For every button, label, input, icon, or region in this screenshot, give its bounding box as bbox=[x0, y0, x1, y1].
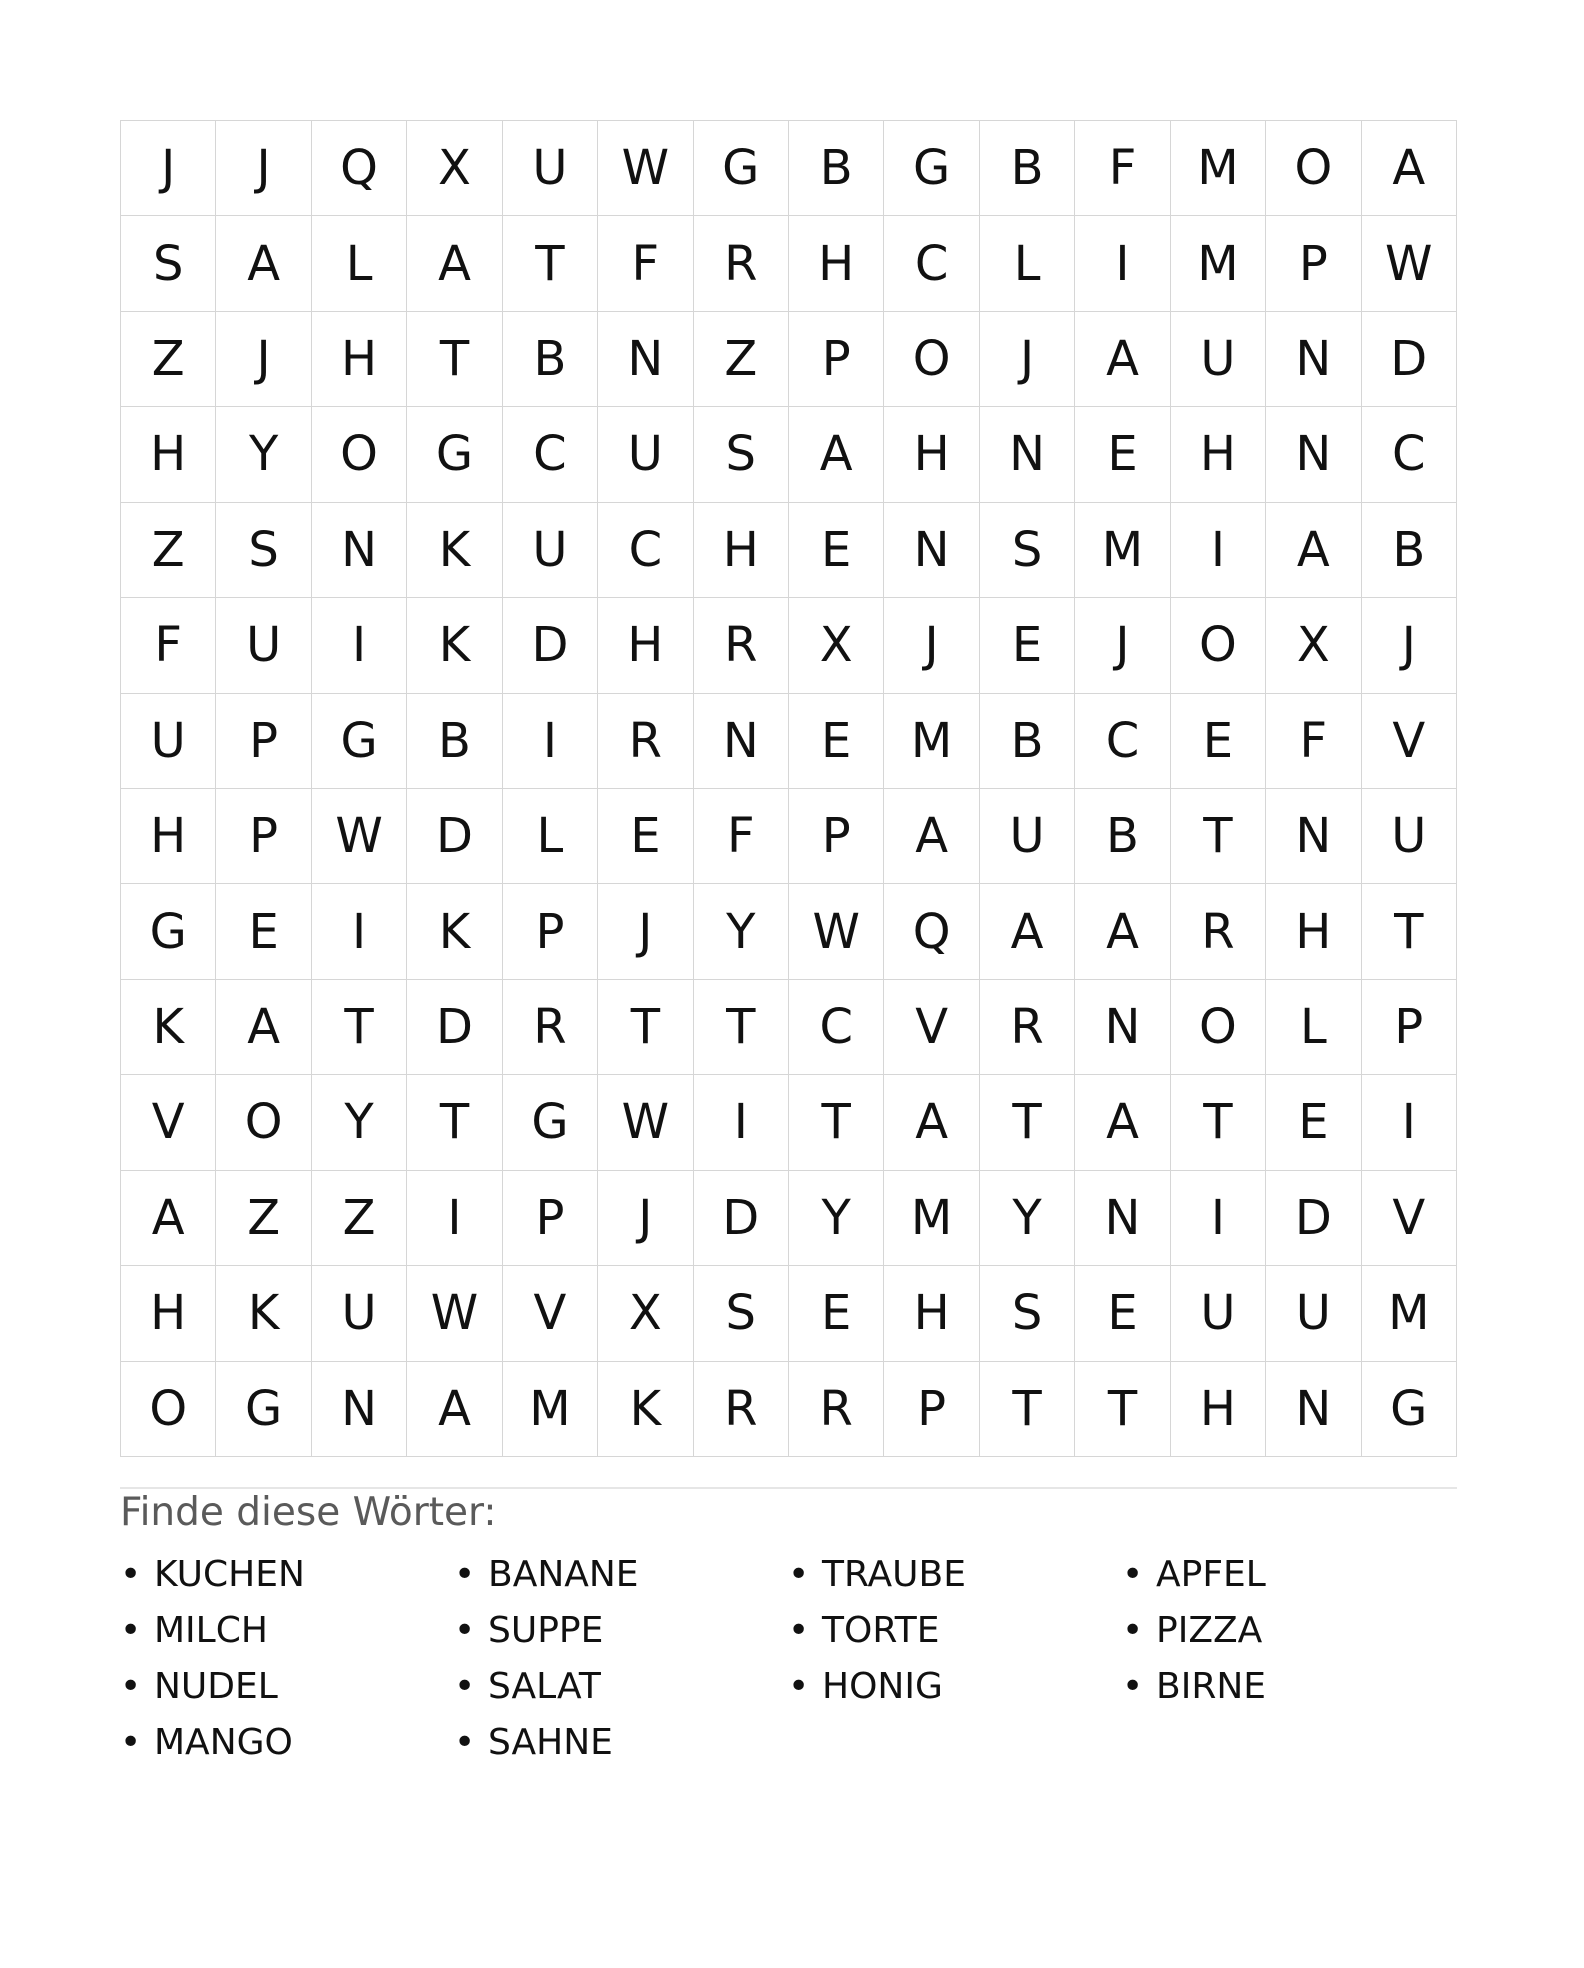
grid-cell[interactable]: P bbox=[789, 312, 884, 407]
grid-cell[interactable]: Y bbox=[216, 407, 311, 502]
grid-cell[interactable]: P bbox=[216, 789, 311, 884]
grid-cell[interactable]: B bbox=[980, 694, 1075, 789]
grid-cell[interactable]: M bbox=[503, 1362, 598, 1457]
grid-cell[interactable]: E bbox=[1266, 1075, 1361, 1170]
grid-cell[interactable]: A bbox=[216, 216, 311, 311]
grid-cell[interactable]: H bbox=[884, 1266, 979, 1361]
grid-cell[interactable]: F bbox=[598, 216, 693, 311]
grid-cell[interactable]: T bbox=[694, 980, 789, 1075]
grid-cell[interactable]: K bbox=[407, 884, 502, 979]
grid-cell[interactable]: A bbox=[407, 1362, 502, 1457]
grid-cell[interactable]: S bbox=[216, 503, 311, 598]
grid-cell[interactable]: A bbox=[1075, 1075, 1170, 1170]
grid-cell[interactable]: J bbox=[980, 312, 1075, 407]
grid-cell[interactable]: G bbox=[503, 1075, 598, 1170]
grid-cell[interactable]: B bbox=[503, 312, 598, 407]
grid-cell[interactable]: P bbox=[503, 1171, 598, 1266]
grid-cell[interactable]: O bbox=[1171, 598, 1266, 693]
grid-cell[interactable]: Y bbox=[789, 1171, 884, 1266]
grid-cell[interactable]: N bbox=[312, 503, 407, 598]
grid-cell[interactable]: O bbox=[1266, 121, 1361, 216]
grid-cell[interactable]: J bbox=[121, 121, 216, 216]
grid-cell[interactable]: H bbox=[789, 216, 884, 311]
grid-cell[interactable]: R bbox=[598, 694, 693, 789]
grid-cell[interactable]: P bbox=[884, 1362, 979, 1457]
grid-cell[interactable]: U bbox=[1171, 1266, 1266, 1361]
word-label: APFEL bbox=[1156, 1553, 1266, 1595]
word-list bbox=[120, 1546, 1457, 1770]
grid-cell[interactable]: K bbox=[407, 503, 502, 598]
grid-cell[interactable]: W bbox=[598, 1075, 693, 1170]
grid-cell[interactable]: G bbox=[1362, 1362, 1457, 1457]
grid-cell[interactable]: M bbox=[1075, 503, 1170, 598]
grid-cell[interactable]: K bbox=[121, 980, 216, 1075]
grid-cell[interactable]: U bbox=[1171, 312, 1266, 407]
grid-cell[interactable]: R bbox=[694, 598, 789, 693]
grid-cell[interactable]: Z bbox=[216, 1171, 311, 1266]
grid-cell[interactable]: N bbox=[1266, 1362, 1361, 1457]
grid-cell[interactable]: N bbox=[980, 407, 1075, 502]
grid-cell[interactable]: P bbox=[789, 789, 884, 884]
grid-cell[interactable]: B bbox=[1362, 503, 1457, 598]
word-label: SUPPE bbox=[488, 1609, 604, 1651]
word-list-item bbox=[120, 1714, 454, 1770]
grid-cell[interactable]: R bbox=[1171, 884, 1266, 979]
grid-cell[interactable]: I bbox=[1362, 1075, 1457, 1170]
grid-cell[interactable]: U bbox=[503, 503, 598, 598]
word-label: KUCHEN bbox=[154, 1553, 305, 1595]
puzzle-grid bbox=[120, 120, 1457, 1457]
grid-cell[interactable]: N bbox=[1266, 312, 1361, 407]
grid-cell[interactable]: L bbox=[980, 216, 1075, 311]
grid-cell[interactable]: B bbox=[789, 121, 884, 216]
grid-cell[interactable]: H bbox=[1171, 407, 1266, 502]
grid-cell[interactable]: N bbox=[1075, 980, 1170, 1075]
grid-cell[interactable]: V bbox=[1362, 694, 1457, 789]
grid-cell[interactable]: W bbox=[1362, 216, 1457, 311]
grid-cell[interactable]: I bbox=[1171, 503, 1266, 598]
grid-cell[interactable]: Y bbox=[312, 1075, 407, 1170]
grid-cell[interactable]: E bbox=[1075, 407, 1170, 502]
grid-cell[interactable]: S bbox=[980, 503, 1075, 598]
grid-cell[interactable]: G bbox=[694, 121, 789, 216]
bullet-icon: • bbox=[120, 1553, 142, 1595]
grid-cell[interactable]: E bbox=[598, 789, 693, 884]
grid-cell[interactable]: A bbox=[1362, 121, 1457, 216]
grid-cell[interactable]: R bbox=[503, 980, 598, 1075]
grid-cell[interactable]: J bbox=[216, 312, 311, 407]
grid-cell[interactable]: B bbox=[407, 694, 502, 789]
grid-cell[interactable]: C bbox=[789, 980, 884, 1075]
word-list-item bbox=[788, 1546, 1122, 1602]
grid-cell[interactable]: T bbox=[1171, 1075, 1266, 1170]
grid-cell[interactable]: H bbox=[121, 407, 216, 502]
word-list-item bbox=[1122, 1546, 1456, 1602]
grid-cell[interactable]: N bbox=[1266, 407, 1361, 502]
grid-cell[interactable]: K bbox=[598, 1362, 693, 1457]
grid-cell[interactable]: F bbox=[1075, 121, 1170, 216]
grid-cell[interactable]: S bbox=[694, 1266, 789, 1361]
grid-cell[interactable]: T bbox=[1362, 884, 1457, 979]
word-list-item bbox=[1122, 1658, 1456, 1714]
grid-cell[interactable]: P bbox=[1362, 980, 1457, 1075]
bullet-icon: • bbox=[454, 1609, 476, 1651]
grid-cell[interactable]: T bbox=[1171, 789, 1266, 884]
word-label: PIZZA bbox=[1156, 1609, 1263, 1651]
bullet-icon: • bbox=[454, 1553, 476, 1595]
grid-cell[interactable]: U bbox=[1266, 1266, 1361, 1361]
divider bbox=[120, 1487, 1457, 1489]
grid-cell[interactable]: C bbox=[1075, 694, 1170, 789]
grid-cell[interactable]: Q bbox=[312, 121, 407, 216]
grid-cell[interactable]: T bbox=[1075, 1362, 1170, 1457]
word-label: BANANE bbox=[488, 1553, 639, 1595]
word-list-item bbox=[788, 1658, 1122, 1714]
grid-cell[interactable]: W bbox=[789, 884, 884, 979]
grid-cell[interactable]: J bbox=[598, 1171, 693, 1266]
grid-cell[interactable]: P bbox=[503, 884, 598, 979]
grid-cell[interactable]: E bbox=[1171, 694, 1266, 789]
grid-cell[interactable]: T bbox=[789, 1075, 884, 1170]
bullet-icon: • bbox=[788, 1609, 810, 1651]
grid-cell[interactable]: E bbox=[789, 503, 884, 598]
grid-cell[interactable]: G bbox=[884, 121, 979, 216]
grid-cell[interactable]: L bbox=[1266, 980, 1361, 1075]
grid-cell[interactable]: D bbox=[407, 789, 502, 884]
grid-cell[interactable]: H bbox=[121, 789, 216, 884]
grid-cell[interactable]: J bbox=[216, 121, 311, 216]
grid-cell[interactable]: W bbox=[312, 789, 407, 884]
grid-cell[interactable]: V bbox=[503, 1266, 598, 1361]
bullet-icon: • bbox=[454, 1721, 476, 1763]
grid-cell[interactable]: H bbox=[598, 598, 693, 693]
grid-cell[interactable]: R bbox=[694, 1362, 789, 1457]
grid-cell[interactable]: T bbox=[980, 1075, 1075, 1170]
grid-cell[interactable]: C bbox=[1362, 407, 1457, 502]
bullet-icon: • bbox=[788, 1553, 810, 1595]
grid-cell[interactable]: T bbox=[598, 980, 693, 1075]
grid-cell[interactable]: R bbox=[694, 216, 789, 311]
grid-cell[interactable]: A bbox=[980, 884, 1075, 979]
grid-cell[interactable]: O bbox=[216, 1075, 311, 1170]
grid-cell[interactable]: U bbox=[1362, 789, 1457, 884]
grid-cell[interactable]: H bbox=[1171, 1362, 1266, 1457]
grid-cell[interactable]: D bbox=[407, 980, 502, 1075]
word-list-item bbox=[120, 1546, 454, 1602]
word-label: TRAUBE bbox=[822, 1553, 966, 1595]
grid-cell[interactable]: Y bbox=[980, 1171, 1075, 1266]
grid-cell[interactable]: O bbox=[312, 407, 407, 502]
grid-cell[interactable]: J bbox=[1362, 598, 1457, 693]
grid-cell[interactable]: Z bbox=[121, 312, 216, 407]
grid-cell[interactable]: B bbox=[1075, 789, 1170, 884]
word-label: MANGO bbox=[154, 1721, 293, 1763]
grid-cell[interactable]: G bbox=[407, 407, 502, 502]
grid-cell[interactable]: U bbox=[312, 1266, 407, 1361]
grid-cell[interactable]: X bbox=[598, 1266, 693, 1361]
grid-cell[interactable]: M bbox=[884, 1171, 979, 1266]
grid-cell[interactable]: A bbox=[1075, 312, 1170, 407]
grid-cell[interactable]: Z bbox=[694, 312, 789, 407]
word-label: TORTE bbox=[822, 1609, 940, 1651]
grid-cell[interactable]: S bbox=[980, 1266, 1075, 1361]
grid-cell[interactable]: M bbox=[1362, 1266, 1457, 1361]
word-list-item bbox=[454, 1602, 788, 1658]
grid-cell[interactable]: I bbox=[1075, 216, 1170, 311]
grid-cell[interactable]: K bbox=[407, 598, 502, 693]
grid-cell[interactable]: N bbox=[694, 694, 789, 789]
grid-cell[interactable]: O bbox=[121, 1362, 216, 1457]
grid-cell[interactable]: Q bbox=[884, 884, 979, 979]
grid-cell[interactable]: I bbox=[312, 598, 407, 693]
grid-cell[interactable]: F bbox=[121, 598, 216, 693]
word-list-item bbox=[454, 1714, 788, 1770]
bullet-icon: • bbox=[120, 1609, 142, 1651]
bullet-icon: • bbox=[1122, 1553, 1144, 1595]
grid-cell[interactable]: G bbox=[121, 884, 216, 979]
grid-cell[interactable]: D bbox=[694, 1171, 789, 1266]
word-label: BIRNE bbox=[1156, 1665, 1267, 1707]
grid-cell[interactable]: V bbox=[1362, 1171, 1457, 1266]
grid-cell[interactable]: F bbox=[1266, 694, 1361, 789]
grid-cell[interactable]: E bbox=[1075, 1266, 1170, 1361]
word-list-item bbox=[454, 1658, 788, 1714]
grid-cell[interactable]: S bbox=[121, 216, 216, 311]
grid-cell[interactable]: U bbox=[503, 121, 598, 216]
bullet-icon: • bbox=[454, 1665, 476, 1707]
grid-cell[interactable]: T bbox=[312, 980, 407, 1075]
grid-cell[interactable]: J bbox=[598, 884, 693, 979]
grid-cell[interactable]: L bbox=[312, 216, 407, 311]
grid-cell[interactable]: D bbox=[503, 598, 598, 693]
grid-cell[interactable]: N bbox=[884, 503, 979, 598]
bullet-icon: • bbox=[788, 1665, 810, 1707]
grid-cell[interactable]: N bbox=[1266, 789, 1361, 884]
word-list-item bbox=[454, 1546, 788, 1602]
grid-cell[interactable]: V bbox=[121, 1075, 216, 1170]
grid-cell[interactable]: D bbox=[1266, 1171, 1361, 1266]
grid-cell[interactable]: A bbox=[121, 1171, 216, 1266]
grid-cell[interactable]: N bbox=[598, 312, 693, 407]
grid-cell[interactable]: C bbox=[884, 216, 979, 311]
grid-cell[interactable]: R bbox=[980, 980, 1075, 1075]
bullet-icon: • bbox=[120, 1665, 142, 1707]
grid-cell[interactable]: A bbox=[789, 407, 884, 502]
grid-cell[interactable]: B bbox=[980, 121, 1075, 216]
grid-cell[interactable]: I bbox=[312, 884, 407, 979]
grid-cell[interactable]: E bbox=[216, 884, 311, 979]
grid-cell[interactable]: Z bbox=[121, 503, 216, 598]
grid-cell[interactable]: H bbox=[121, 1266, 216, 1361]
grid-cell[interactable]: H bbox=[694, 503, 789, 598]
grid-cell[interactable]: I bbox=[694, 1075, 789, 1170]
word-list-item bbox=[1122, 1602, 1456, 1658]
word-label: SALAT bbox=[488, 1665, 601, 1707]
grid-cell[interactable]: W bbox=[407, 1266, 502, 1361]
grid-cell[interactable]: P bbox=[1266, 216, 1361, 311]
grid-cell[interactable]: M bbox=[884, 694, 979, 789]
grid-cell[interactable]: H bbox=[884, 407, 979, 502]
grid-cell[interactable]: T bbox=[503, 216, 598, 311]
grid-cell[interactable]: N bbox=[1075, 1171, 1170, 1266]
word-label: HONIG bbox=[822, 1665, 943, 1707]
grid-cell[interactable]: X bbox=[789, 598, 884, 693]
grid-cell[interactable]: H bbox=[312, 312, 407, 407]
grid-cell[interactable]: T bbox=[407, 312, 502, 407]
grid-cell[interactable]: V bbox=[884, 980, 979, 1075]
grid-cell[interactable]: C bbox=[503, 407, 598, 502]
grid-cell[interactable]: K bbox=[216, 1266, 311, 1361]
grid-cell[interactable]: E bbox=[789, 694, 884, 789]
grid-cell[interactable]: P bbox=[216, 694, 311, 789]
grid-cell[interactable]: E bbox=[980, 598, 1075, 693]
grid-cell[interactable]: T bbox=[980, 1362, 1075, 1457]
grid-cell[interactable]: T bbox=[407, 1075, 502, 1170]
bullet-icon: • bbox=[120, 1721, 142, 1763]
grid-cell[interactable]: M bbox=[1171, 121, 1266, 216]
grid-cell[interactable]: A bbox=[1266, 503, 1361, 598]
grid-cell[interactable]: D bbox=[1362, 312, 1457, 407]
grid-cell[interactable]: X bbox=[407, 121, 502, 216]
bullet-icon: • bbox=[1122, 1665, 1144, 1707]
grid-cell[interactable]: U bbox=[980, 789, 1075, 884]
word-list-item bbox=[120, 1602, 454, 1658]
grid-cell[interactable]: A bbox=[884, 789, 979, 884]
grid-cell[interactable]: A bbox=[1075, 884, 1170, 979]
grid-cell[interactable]: U bbox=[598, 407, 693, 502]
grid-cell[interactable]: Z bbox=[312, 1171, 407, 1266]
grid-cell[interactable]: A bbox=[884, 1075, 979, 1170]
grid-cell[interactable]: W bbox=[598, 121, 693, 216]
grid-cell[interactable]: S bbox=[694, 407, 789, 502]
grid-cell[interactable]: N bbox=[312, 1362, 407, 1457]
grid-cell[interactable]: J bbox=[884, 598, 979, 693]
grid-cell[interactable]: G bbox=[312, 694, 407, 789]
word-label: NUDEL bbox=[154, 1665, 278, 1707]
grid-cell[interactable]: G bbox=[216, 1362, 311, 1457]
grid-cell[interactable]: Y bbox=[694, 884, 789, 979]
grid-cell[interactable]: O bbox=[884, 312, 979, 407]
grid-cell[interactable]: R bbox=[789, 1362, 884, 1457]
grid-cell[interactable]: M bbox=[1171, 216, 1266, 311]
grid-cell[interactable]: J bbox=[1075, 598, 1170, 693]
grid-cell[interactable]: F bbox=[694, 789, 789, 884]
grid-cell[interactable]: A bbox=[216, 980, 311, 1075]
grid-cell[interactable]: U bbox=[121, 694, 216, 789]
bullet-icon: • bbox=[1122, 1609, 1144, 1651]
grid-cell[interactable]: I bbox=[407, 1171, 502, 1266]
grid-cell[interactable]: A bbox=[407, 216, 502, 311]
grid-cell[interactable]: O bbox=[1171, 980, 1266, 1075]
grid-cell[interactable]: L bbox=[503, 789, 598, 884]
word-list-title: Finde diese Wörter: bbox=[120, 1490, 497, 1535]
grid-cell[interactable]: X bbox=[1266, 598, 1361, 693]
grid-cell[interactable]: I bbox=[1171, 1171, 1266, 1266]
grid-cell[interactable]: U bbox=[216, 598, 311, 693]
grid-cell[interactable]: H bbox=[1266, 884, 1361, 979]
grid-cell[interactable]: I bbox=[503, 694, 598, 789]
grid-cell[interactable]: E bbox=[789, 1266, 884, 1361]
word-label: MILCH bbox=[154, 1609, 268, 1651]
word-list-item bbox=[788, 1602, 1122, 1658]
word-list-item bbox=[120, 1658, 454, 1714]
grid-cell[interactable]: C bbox=[598, 503, 693, 598]
word-label: SAHNE bbox=[488, 1721, 613, 1763]
